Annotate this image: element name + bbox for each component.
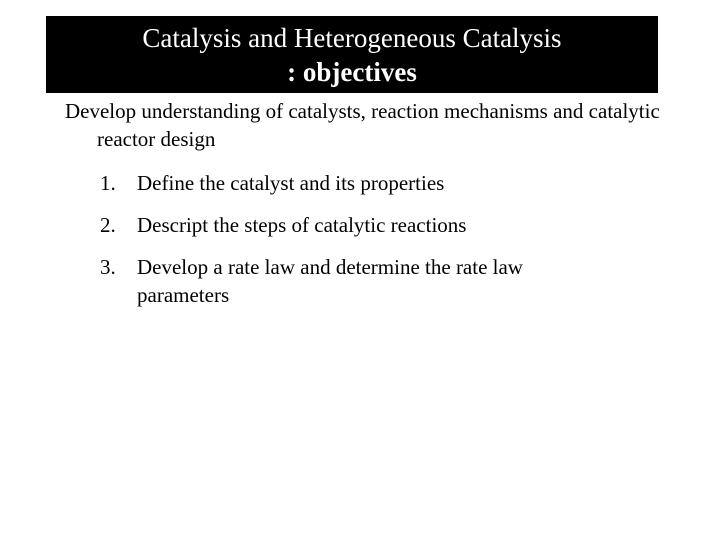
objective-item xyxy=(100,211,620,239)
objective-text: Descript the steps of catalytic reactions xyxy=(137,213,467,237)
slide-title: Catalysis and Heterogeneous Catalysis xyxy=(142,22,562,53)
objectives-list xyxy=(100,169,620,323)
objective-number: 3. xyxy=(100,255,116,279)
objective-text: Develop a rate law and determine the rate law parameters xyxy=(137,255,523,307)
slide-subtitle: : objectives xyxy=(287,56,417,87)
intro-text: Develop understanding of catalysts, reaction mechanisms and catalytic reactor design xyxy=(65,99,660,151)
objective-item xyxy=(100,253,620,309)
objective-text: Define the catalyst and its properties xyxy=(137,171,445,195)
title-banner xyxy=(46,16,658,93)
objective-number: 2. xyxy=(100,213,116,237)
objective-number: 1. xyxy=(100,171,116,195)
objective-item xyxy=(100,169,620,197)
